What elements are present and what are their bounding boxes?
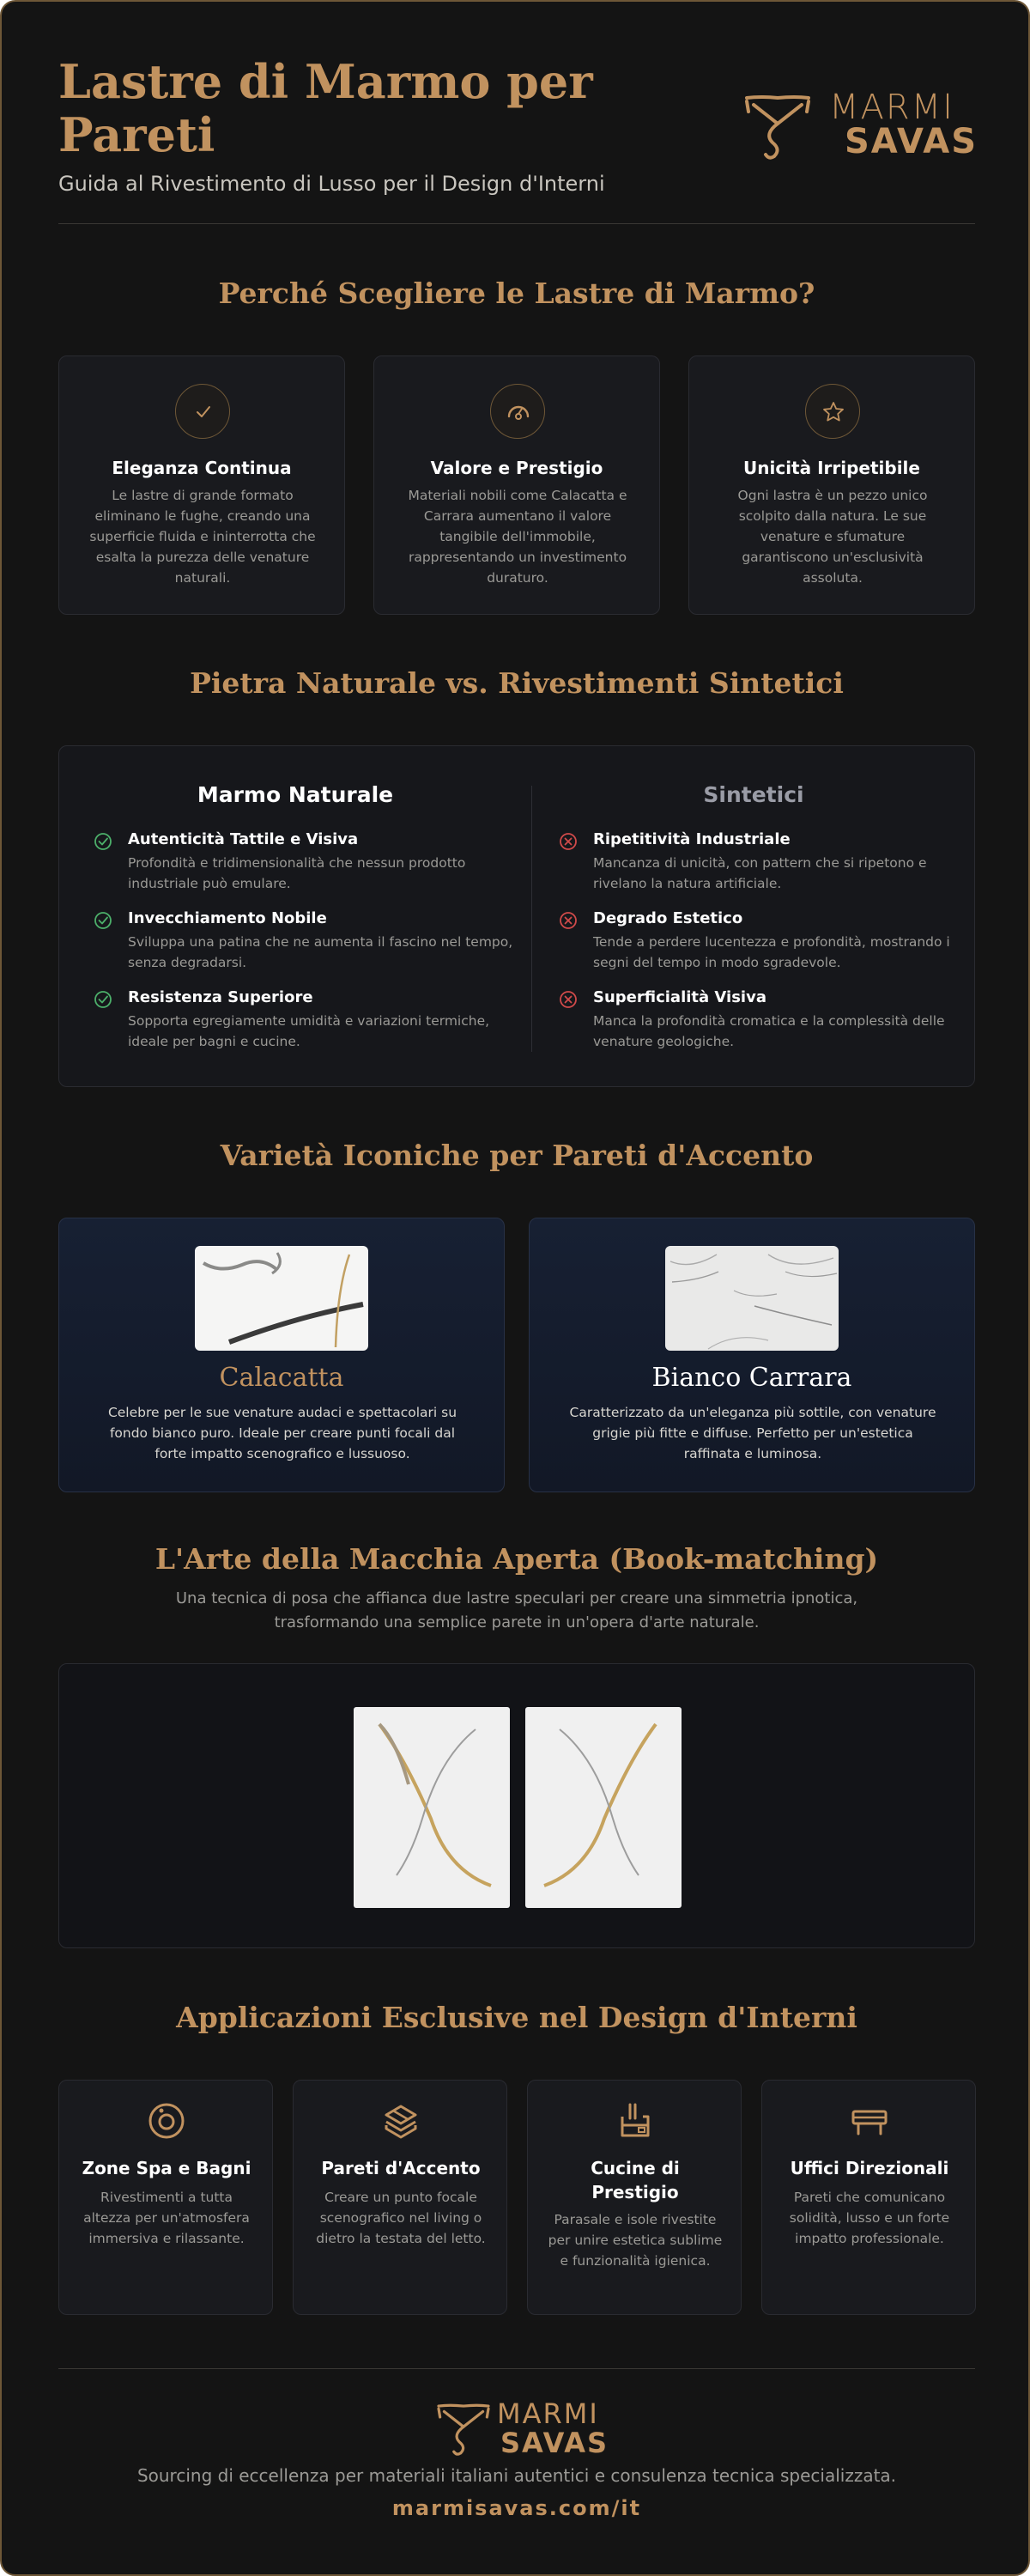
application-title: Uffici Direzionali <box>790 2158 949 2178</box>
feature-title: Unicità Irripetibile <box>743 458 920 478</box>
spa-icon <box>145 2099 188 2142</box>
feature-card-uniqueness <box>688 355 975 615</box>
website-link[interactable]: marmisavas.com/it <box>391 2496 642 2520</box>
feature-icon-circle <box>490 384 545 439</box>
feature-text: Le lastre di grande formato eliminano le fughe, creando una superficie fluida e ininterrotta che esalta la purezza delle venature naturali. <box>89 488 316 586</box>
section-title-bookmatch: L'Arte della Macchia Aperta (Book-matching) <box>154 1542 879 1576</box>
feature-text: Ogni lastra è un pezzo unico scolpito dalla natura. Le sue venature e sfumature garantiscono un'esclusività assoluta. <box>737 488 928 586</box>
natural-item-title: Resistenza Superiore <box>128 988 313 1006</box>
check-icon <box>190 398 217 426</box>
feature-text: Materiali nobili come Calacatta e Carrara aumentano il valore tangibile dell'immobile, rappresentando un investimento duraturo. <box>408 488 627 586</box>
synthetic-item-text: Tende a perdere lucentezza e profondità, mostrando i segni del tempo in modo sgradevole. <box>593 934 950 970</box>
natural-item-text: Sopporta egregiamente umidità e variazioni termiche, ideale per bagni e cucine. <box>128 1013 490 1049</box>
application-card-kitchens <box>527 2080 742 2315</box>
synthetic-column-title: Sintetici <box>703 782 804 807</box>
application-title: Pareti d'Accento <box>321 2158 481 2178</box>
section-title-applications: Applicazioni Esclusive nel Design d'Interni <box>176 2001 857 2034</box>
star-icon <box>820 398 847 426</box>
header <box>58 54 978 225</box>
logo-mark-icon <box>743 89 812 160</box>
natural-column-title: Marmo Naturale <box>197 782 394 807</box>
synthetic-item-title: Superficialità Visiva <box>593 988 766 1006</box>
feature-icon-circle <box>175 384 230 439</box>
feature-card-value <box>373 355 660 615</box>
variety-card-carrara <box>529 1218 975 1492</box>
feature-card-elegance <box>58 355 345 615</box>
application-text: Creare un punto focale scenografico nel living o dietro la testata del letto. <box>316 2190 486 2246</box>
carrara-swatch-image <box>665 1246 839 1351</box>
check-circle-icon <box>94 990 112 1009</box>
feature-title: Valore e Prestigio <box>430 458 603 478</box>
bookmatch-description: Una tecnica di posa che affianca due lastre speculari per creare una simmetria ipnotica, trasformando una semplice parete in un'opera d'arte naturale. <box>175 1589 858 1631</box>
x-circle-icon <box>559 911 578 930</box>
natural-item-text: Sviluppa una patina che ne aumenta il fascino nel tempo, senza degradarsi. <box>128 934 513 970</box>
section-title-compare: Pietra Naturale vs. Rivestimenti Sintetici <box>190 666 844 700</box>
footer-tagline: Sourcing di eccellenza per materiali italiani autentici e consulenza tecnica specializzata. <box>136 2465 897 2486</box>
footer-logo[interactable] <box>435 2397 609 2459</box>
bookmatch-illustration <box>354 1707 682 1908</box>
synthetic-item-title: Ripetitività Industriale <box>593 830 791 848</box>
synthetic-item-title: Degrado Estetico <box>593 909 743 927</box>
brand-logo[interactable] <box>743 86 978 163</box>
application-text: Rivestimenti a tutta altezza per un'atmosfera immersiva e rilassante. <box>83 2190 250 2246</box>
synthetic-item-text: Mancanza di unicità, con pattern che si ripetono e rivelano la natura artificiale. <box>593 855 927 891</box>
variety-name: Calacatta <box>219 1363 344 1393</box>
page-title: Lastre di Marmo per Pareti <box>58 54 593 162</box>
footer-logo-word-savas: SAVAS <box>500 2427 609 2459</box>
x-circle-icon <box>559 990 578 1009</box>
application-card-spa <box>58 2080 273 2315</box>
check-circle-icon <box>94 911 112 930</box>
logo-word-marmi: MARMI <box>829 88 954 127</box>
variety-name: Bianco Carrara <box>651 1363 852 1393</box>
logo-word-savas: SAVAS <box>845 122 978 161</box>
variety-text: Celebre per le sue venature audaci e spettacolari su fondo bianco puro. Ideale per creare punti focali dal forte impatto scenografico e lussuoso. <box>107 1405 457 1461</box>
natural-item-title: Invecchiamento Nobile <box>128 909 327 927</box>
check-circle-icon <box>94 832 112 851</box>
section-title-why: Perché Scegliere le Lastre di Marmo? <box>218 276 815 310</box>
logo-mark-icon <box>435 2399 492 2456</box>
application-card-offices <box>761 2080 976 2315</box>
layers-icon <box>379 2099 422 2142</box>
feature-icon-circle <box>805 384 860 439</box>
section-title-varieties: Varietà Iconiche per Pareti d'Accento <box>220 1139 814 1172</box>
variety-card-calacatta <box>58 1218 505 1492</box>
synthetic-item-text: Manca la profondità cromatica e la complessità delle venature geologiche. <box>593 1013 945 1049</box>
application-text: Pareti che comunicano solidità, lusso e un forte impatto professionale. <box>789 2190 950 2246</box>
application-text: Parasale e isole rivestite per unire estetica sublime e funzionalità igienica. <box>548 2212 723 2269</box>
divider <box>58 223 975 224</box>
column-divider <box>531 786 532 1052</box>
comparison-panel <box>58 745 975 1087</box>
variety-text: Caratterizzato da un'eleganza più sottile, con venature grigie più fitte e diffuse. Perfetto per un'estetica raffinata e luminosa. <box>569 1405 936 1461</box>
desk-icon <box>848 2099 891 2142</box>
application-card-accent-walls <box>293 2080 507 2315</box>
footer-divider <box>58 2368 975 2369</box>
calacatta-swatch-image <box>195 1246 368 1351</box>
kitchen-icon <box>614 2099 657 2142</box>
bookmatch-panel <box>58 1663 975 1948</box>
page-subtitle: Guida al Rivestimento di Lusso per il Design d'Interni <box>58 172 605 196</box>
natural-item-title: Autenticità Tattile e Visiva <box>128 830 359 848</box>
x-circle-icon <box>559 832 578 851</box>
natural-item-text: Profondità e tridimensionalità che nessun prodotto industriale può emulare. <box>128 855 466 891</box>
application-title: Zone Spa e Bagni <box>82 2158 251 2178</box>
footer-logo-word-marmi: MARMI <box>497 2397 599 2430</box>
application-title: Cucine di Prestigio <box>591 2158 680 2202</box>
gauge-icon <box>505 398 532 426</box>
feature-title: Eleganza Continua <box>112 458 292 478</box>
